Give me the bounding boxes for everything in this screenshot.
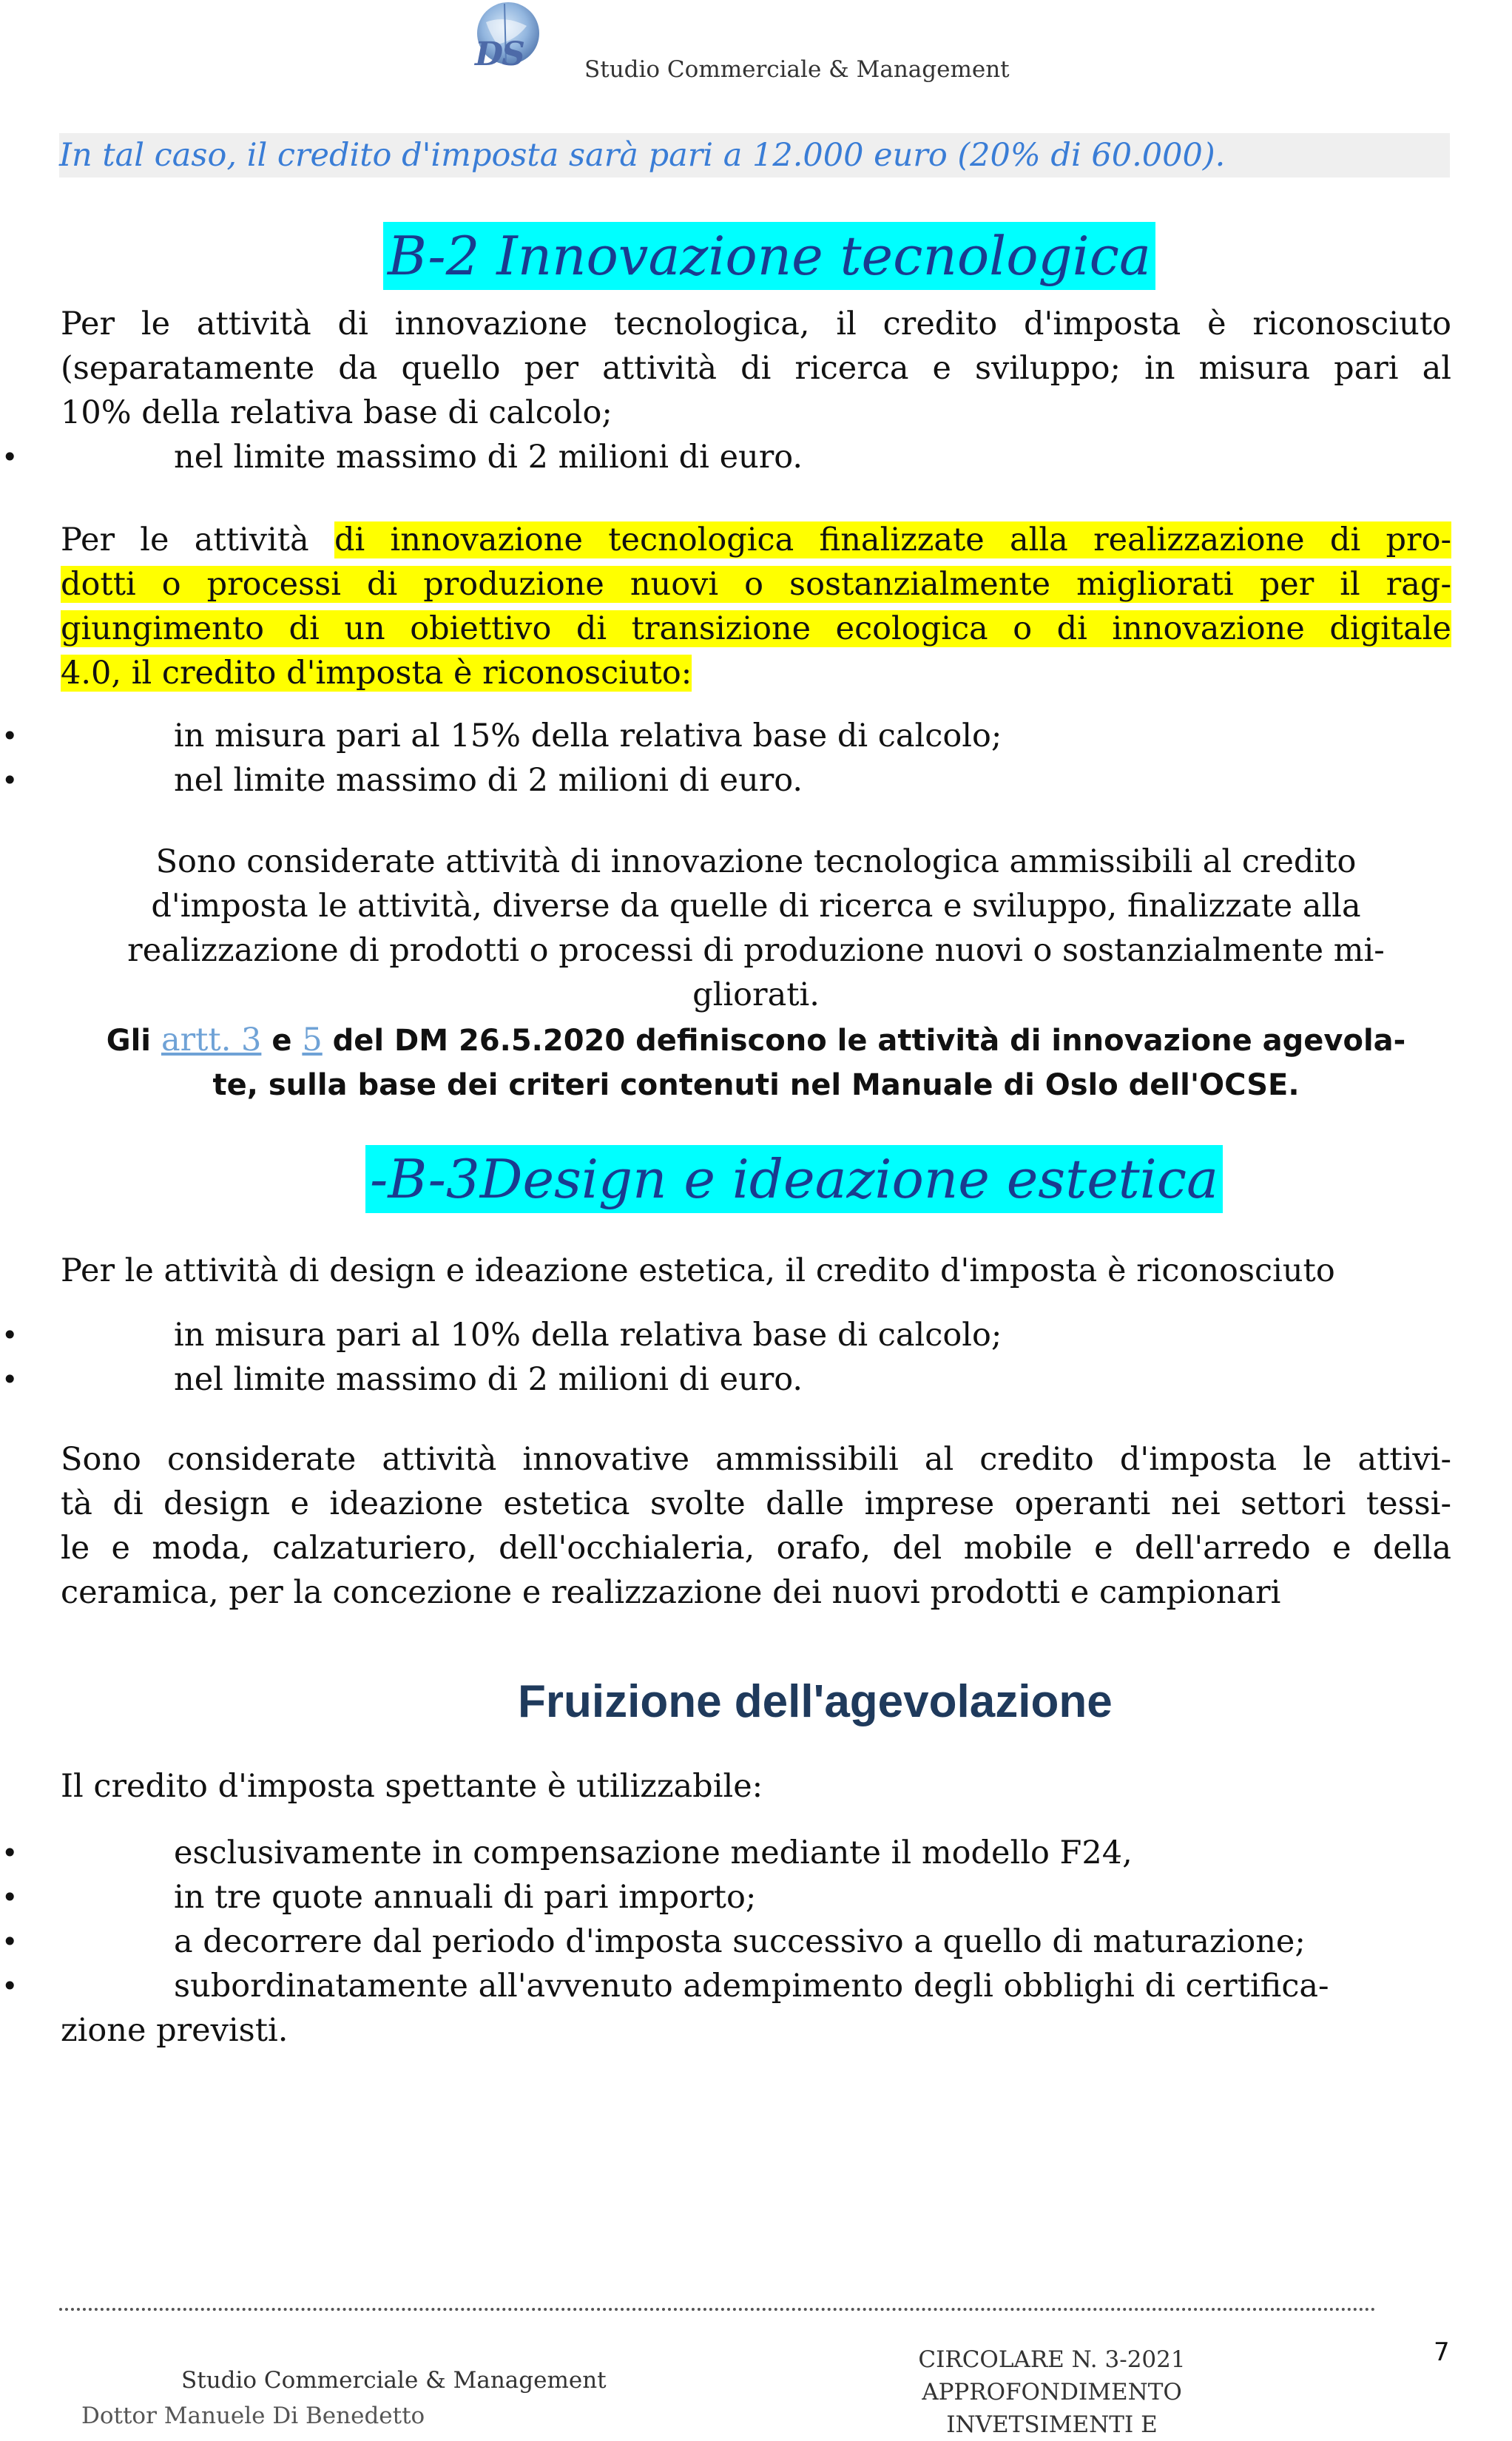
b2-centered-paragraph bbox=[61, 840, 1451, 1017]
highlighted-text: di innovazione tecnologica finalizzate alla realizzazione di pro- bbox=[334, 521, 1451, 558]
section-title-b2: B-2 Innovazione tecnologica bbox=[383, 222, 1155, 290]
highlighted-text: giungimento di un obiettivo di transizione ecologica o di innovazione digitale bbox=[61, 610, 1451, 647]
list-item: • esclusivamente in compensazione mediante il modello F24, bbox=[0, 1831, 1450, 1875]
header-studio-name: Studio Commerciale & Management bbox=[584, 56, 1010, 83]
footer-author-cut: Dottor Manuele Di Benedetto bbox=[81, 2403, 425, 2429]
fruizione-intro bbox=[61, 1764, 1451, 1809]
centered-line: Sono considerate attività di innovazione tecnologica ammissibili al credito bbox=[155, 843, 1357, 880]
highlighted-text: 4.0, il credito d'imposta è riconosciuto: bbox=[61, 655, 692, 692]
list-item: • nel limite massimo di 2 milioni di euro. bbox=[0, 1357, 1450, 1402]
list-item: • a decorrere dal periodo d'imposta successivo a quello di maturazione; bbox=[0, 1920, 1450, 1964]
b3-para2-line: Sono considerate attività innovative ammissibili al credito d'imposta le attivi- bbox=[61, 1441, 1451, 1478]
b2-paragraph-1 bbox=[61, 302, 1451, 435]
b3-paragraph-2 bbox=[61, 1437, 1451, 1615]
continuation-line: zione previsti. bbox=[61, 2012, 288, 2049]
b2-para1-line: Per le attività di innovazione tecnologica, il credito d'imposta è riconosciuto bbox=[61, 305, 1451, 342]
b2-para1-line: (separatamente da quello per attività di ricerca e sviluppo; in misura pari al bbox=[61, 350, 1451, 387]
footer-divider bbox=[59, 2308, 1376, 2311]
b3-para2-line: tà di design e ideazione estetica svolte dalle imprese operanti nei settori tessi- bbox=[61, 1485, 1451, 1522]
b2-para2-line bbox=[61, 518, 1451, 562]
fruizione-intro-line: Il credito d'imposta spettante è utilizzabile: bbox=[61, 1768, 763, 1805]
page-number: 7 bbox=[1434, 2337, 1450, 2367]
b2-para2-line bbox=[61, 607, 1451, 651]
list-item: • in misura pari al 15% della relativa base di calcolo; bbox=[0, 714, 1450, 758]
approfondimento-title: APPROFONDIMENTO INVETSIMENTI E bbox=[922, 2379, 1182, 2438]
list-item: • in tre quote annuali di pari importo; bbox=[0, 1875, 1450, 1920]
b2-paragraph-2 bbox=[61, 518, 1451, 695]
gli-prefix: Gli bbox=[106, 1024, 161, 1058]
fruizione-bullet-list bbox=[0, 1831, 1450, 2008]
fruizione-continuation bbox=[61, 2008, 1451, 2053]
b2-bullet-list-1 bbox=[0, 435, 1450, 479]
list-item: • subordinatamente all'avvenuto adempimento degli obblighi di certifica- bbox=[0, 1964, 1450, 2008]
highlighted-text: dotti o processi di produzione nuovi o sostanzialmente migliorati per il rag- bbox=[61, 566, 1451, 603]
b2-para1-line: 10% della relativa base di calcolo; bbox=[61, 394, 612, 431]
logo-text: DS bbox=[475, 36, 524, 73]
b2-bullet-list-2 bbox=[0, 714, 1450, 803]
b3-paragraph-1 bbox=[61, 1249, 1451, 1293]
fruizione-heading: Fruizione dell'agevolazione bbox=[518, 1676, 1113, 1727]
list-item: • nel limite massimo di 2 milioni di euro. bbox=[0, 435, 1450, 479]
b3-para2-line: ceramica, per la concezione e realizzazione dei nuovi prodotti e campionari bbox=[61, 1574, 1281, 1611]
b3-para2-line: le e moda, calzaturiero, dell'occhialeria, orafo, del mobile e dell'arredo e della bbox=[61, 1530, 1451, 1567]
footer-circolare bbox=[867, 2343, 1237, 2441]
b2-para2-line bbox=[61, 562, 1451, 607]
gli-rest: del DM 26.5.2020 definiscono le attività di innovazione agevola- bbox=[322, 1024, 1406, 1058]
studio-logo bbox=[453, 0, 564, 87]
b2-para2-prefix: Per le attività bbox=[61, 521, 334, 558]
dm-reference-line-2: te, sulla base dei criteri contenuti nel Manuale di Oslo dell'OCSE. bbox=[212, 1068, 1300, 1102]
b2-dm-reference bbox=[61, 1018, 1451, 1107]
link-art-5[interactable]: 5 bbox=[302, 1022, 323, 1059]
b3-bullet-list bbox=[0, 1313, 1450, 1402]
dm-reference-line-1 bbox=[61, 1018, 1451, 1063]
link-artt-3[interactable]: artt. 3 bbox=[161, 1022, 262, 1059]
gli-e: e bbox=[261, 1024, 303, 1058]
footer-studio-name: Studio Commerciale & Management bbox=[181, 2367, 607, 2394]
section-title-b3: -B-3Design e ideazione estetica bbox=[365, 1145, 1223, 1213]
b2-para2-line bbox=[61, 651, 1451, 695]
centered-line: realizzazione di prodotti o processi di produzione nuovi o sostanzialmente mi- bbox=[127, 932, 1385, 969]
centered-line: d'imposta le attività, diverse da quelle di ricerca e sviluppo, finalizzate alla bbox=[151, 888, 1361, 925]
intro-line: In tal caso, il credito d'imposta sarà pari a 12.000 euro (20% di 60.000). bbox=[59, 133, 1450, 178]
centered-line: gliorati. bbox=[692, 976, 820, 1013]
list-item: • nel limite massimo di 2 milioni di euro. bbox=[0, 758, 1450, 803]
circolare-number: CIRCOLARE N. 3-2021 bbox=[918, 2346, 1186, 2373]
list-item: • in misura pari al 10% della relativa base di calcolo; bbox=[0, 1313, 1450, 1357]
b3-para1-line: Per le attività di design e ideazione estetica, il credito d'imposta è riconosciuto bbox=[61, 1252, 1335, 1289]
